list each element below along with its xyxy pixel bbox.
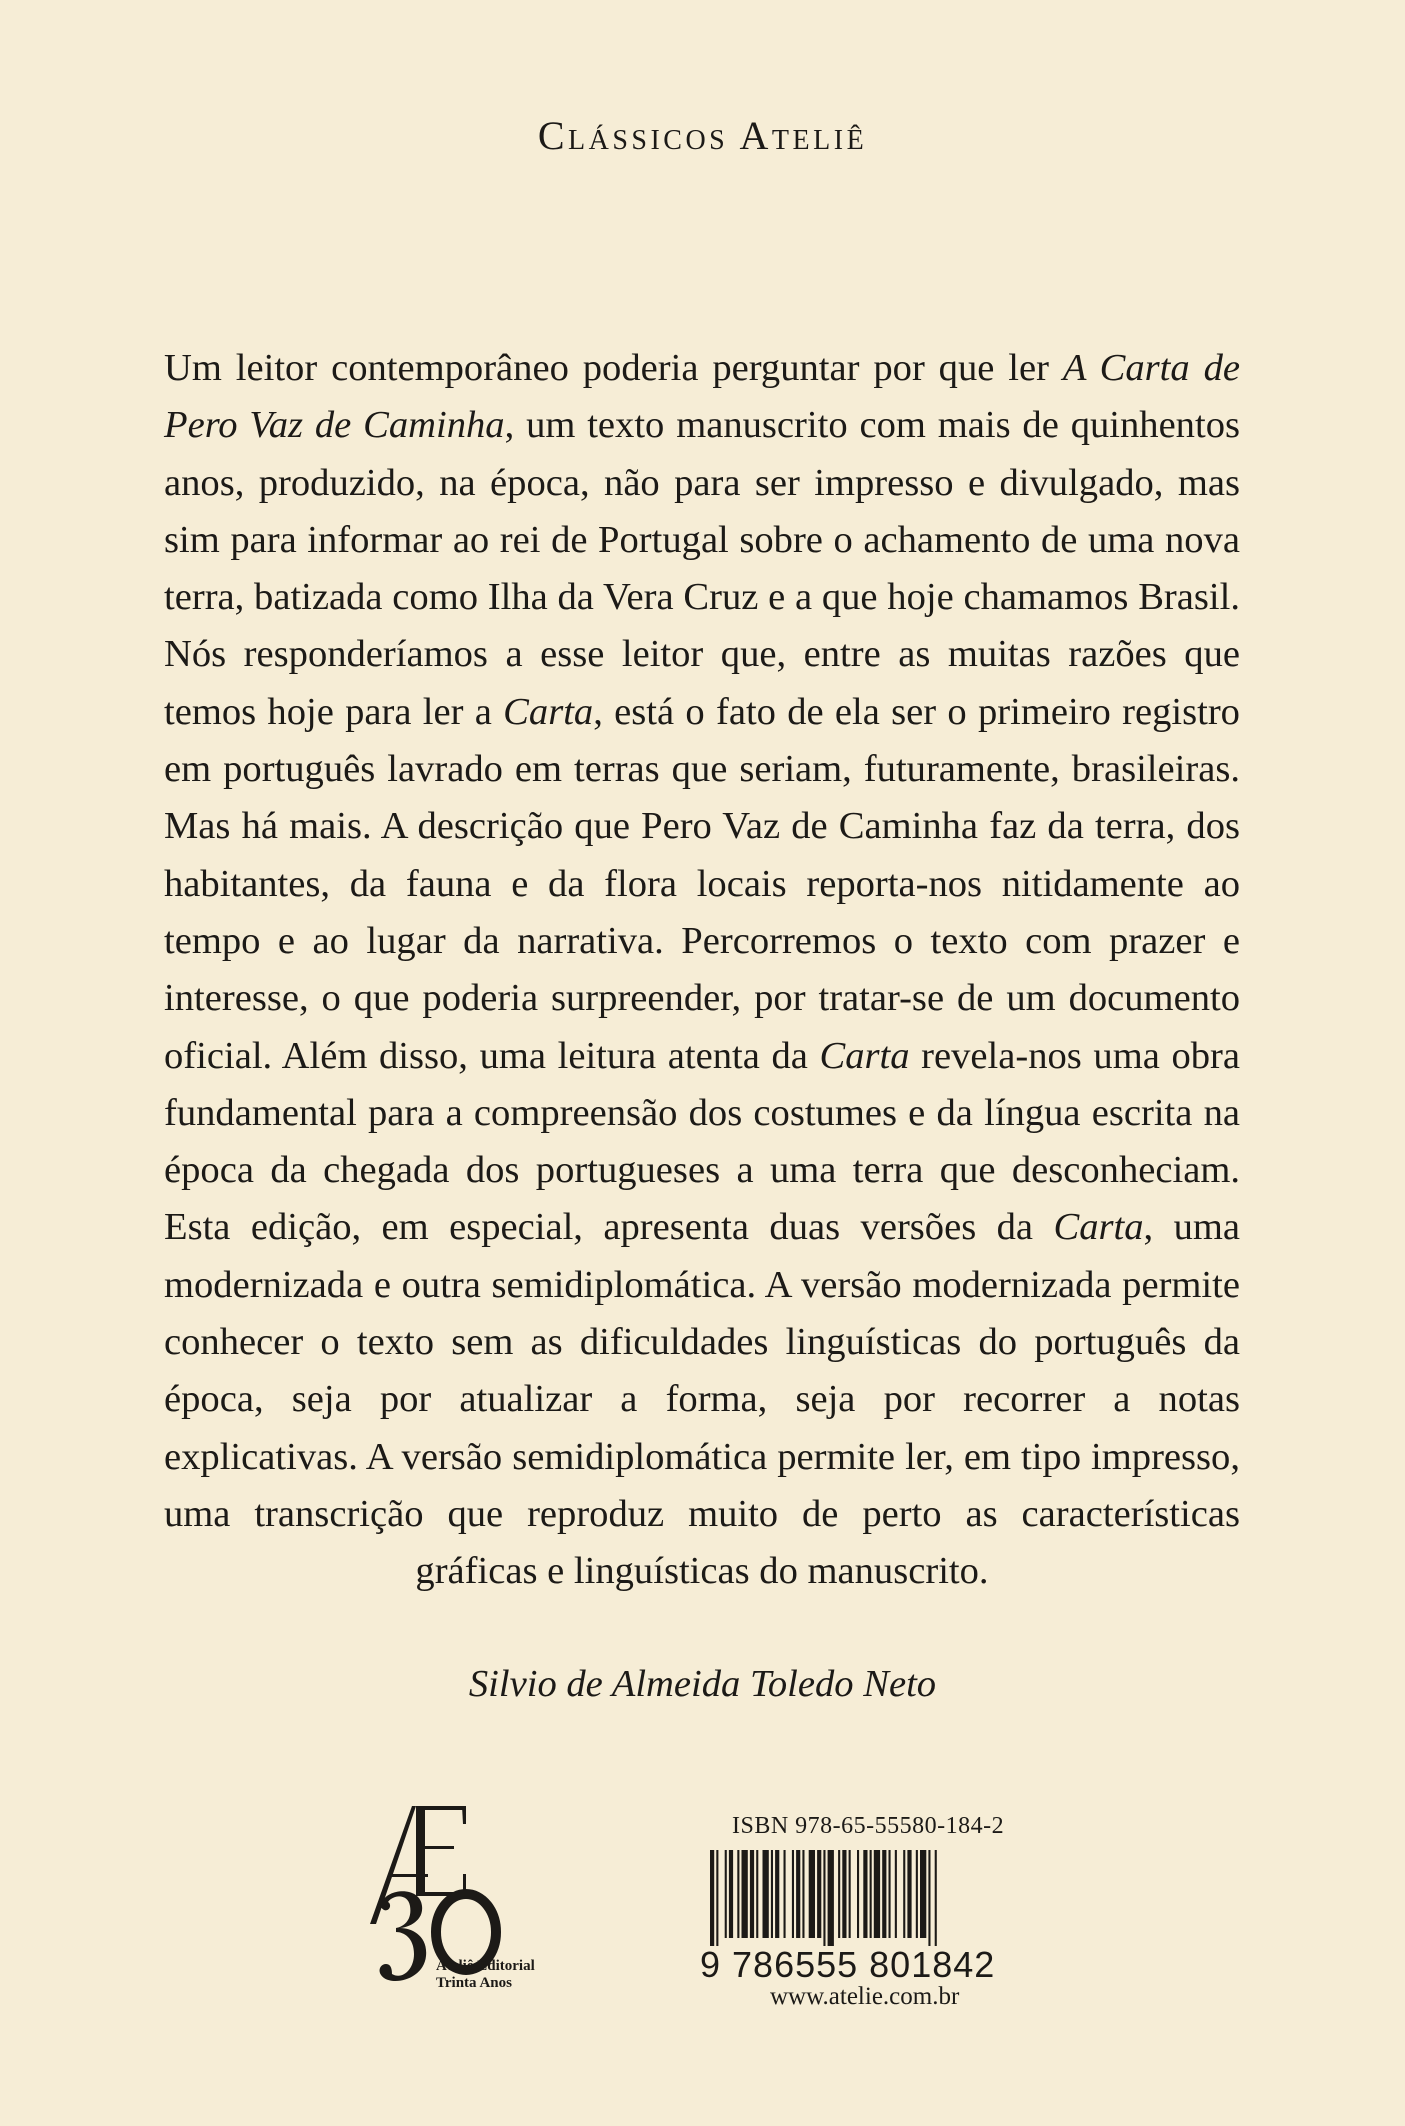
barcode-bar bbox=[842, 1850, 846, 1938]
publisher-url: www.atelie.com.br bbox=[770, 1983, 960, 2010]
barcode-bar bbox=[784, 1850, 786, 1938]
barcode-bar bbox=[920, 1850, 926, 1938]
barcode-bar bbox=[809, 1850, 815, 1938]
barcode-bar bbox=[903, 1850, 905, 1938]
barcode-number: 9 786555 801842 bbox=[700, 1944, 996, 1985]
blurb-carta-3: Carta bbox=[1053, 1206, 1144, 1249]
blurb-text-5: , uma modernizada e outra semidiplomática. A versão modernizada permite conhecer o texto sem as dificuldades linguísticas do português da época, seja por atualizar a forma, seja por recorrer a notas explicativas. A versão semidiplomática permite ler, em tipo impresso, uma transcrição que reproduz muito de perto as características gráficas e linguísticas do manuscrito. bbox=[164, 1206, 1240, 1593]
barcode-bar bbox=[916, 1850, 918, 1938]
barcode-bar bbox=[828, 1850, 834, 1946]
logo-caption-line-2: Trinta Anos bbox=[436, 1975, 512, 1991]
barcode-bar bbox=[792, 1850, 794, 1938]
barcode-bar bbox=[874, 1850, 880, 1938]
barcode-bar bbox=[729, 1850, 733, 1938]
logo-caption-line-1: Ateliê Editorial bbox=[436, 1958, 535, 1974]
barcode-bar bbox=[817, 1850, 821, 1938]
blurb-carta-1: Carta bbox=[503, 690, 594, 733]
barcode-bar bbox=[796, 1850, 800, 1938]
barcode-bar bbox=[870, 1850, 872, 1938]
barcode-bar bbox=[823, 1850, 825, 1946]
barcode-bar bbox=[838, 1850, 840, 1938]
barcode-bar bbox=[907, 1850, 911, 1938]
barcode-bar bbox=[742, 1850, 748, 1938]
barcode-bar bbox=[882, 1850, 886, 1938]
barcode-bar bbox=[863, 1850, 867, 1938]
blurb-carta-2: Carta bbox=[819, 1034, 910, 1077]
blurb-text-1: Um leitor contemporâneo poderia perguntar por que ler bbox=[164, 347, 1063, 389]
barcode-bar bbox=[928, 1850, 930, 1946]
barcode-bar bbox=[710, 1850, 714, 1946]
series-title: Clássicos Ateliê bbox=[537, 113, 868, 158]
barcode-bar bbox=[756, 1850, 758, 1938]
barcode-bar bbox=[895, 1850, 897, 1938]
barcode-bar bbox=[716, 1850, 718, 1946]
barcode-bar bbox=[775, 1850, 779, 1938]
barcode-bar bbox=[763, 1850, 769, 1938]
logo-caption bbox=[436, 1958, 535, 1992]
barcode-bar bbox=[935, 1850, 937, 1946]
blurb-book-title: A Carta de Pero Vaz de Caminha bbox=[164, 347, 1240, 447]
barcode-bar bbox=[750, 1850, 754, 1938]
barcode-bar bbox=[737, 1850, 739, 1938]
barcode-bar bbox=[857, 1850, 859, 1938]
barcode-bar bbox=[802, 1850, 804, 1938]
barcode-bar bbox=[725, 1850, 727, 1938]
isbn-text: ISBN 978-65-55580-184-2 bbox=[732, 1813, 1005, 1839]
blurb-author: Silvio de Almeida Toledo Neto bbox=[468, 1663, 937, 1705]
back-cover-blurb bbox=[164, 340, 1240, 1601]
barcode-bar bbox=[849, 1850, 851, 1938]
blurb-text-2: , um texto manuscrito com mais de quinhentos anos, produzido, na época, não para ser impresso e divulgado, mas sim para informar ao rei de Portugal sobre o achamento de uma nova terra, batizada como Ilha da Vera Cruz e a que hoje chamamos Brasil. Nós responderíamos a esse leitor que, entre as muitas razões que temos hoje para ler a bbox=[164, 404, 1240, 733]
blurb-text-3: , está o fato de ela ser o primeiro registro em português lavrado em terras que seriam, futuramente, brasileiras. Mas há mais. A descrição que Pero Vaz de Caminha faz da terra, dos habitantes, da fauna e da flora locais reporta-nos nitidamente ao tempo e ao lugar da narrativa. Percorremos o texto com prazer e interesse, o que poderia surpreender, por tratar-se de um documento oficial. Além disso, uma leitura atenta da bbox=[164, 690, 1240, 1077]
barcode-bar bbox=[771, 1850, 773, 1938]
barcode-bar bbox=[889, 1850, 891, 1938]
blurb-text-4: revela-nos uma obra fundamental para a compreensão dos costumes e da língua escrita na época da chegada dos portugueses a uma terra que desconheciam. Esta edição, em especial, apresenta duas versões da bbox=[164, 1034, 1240, 1249]
